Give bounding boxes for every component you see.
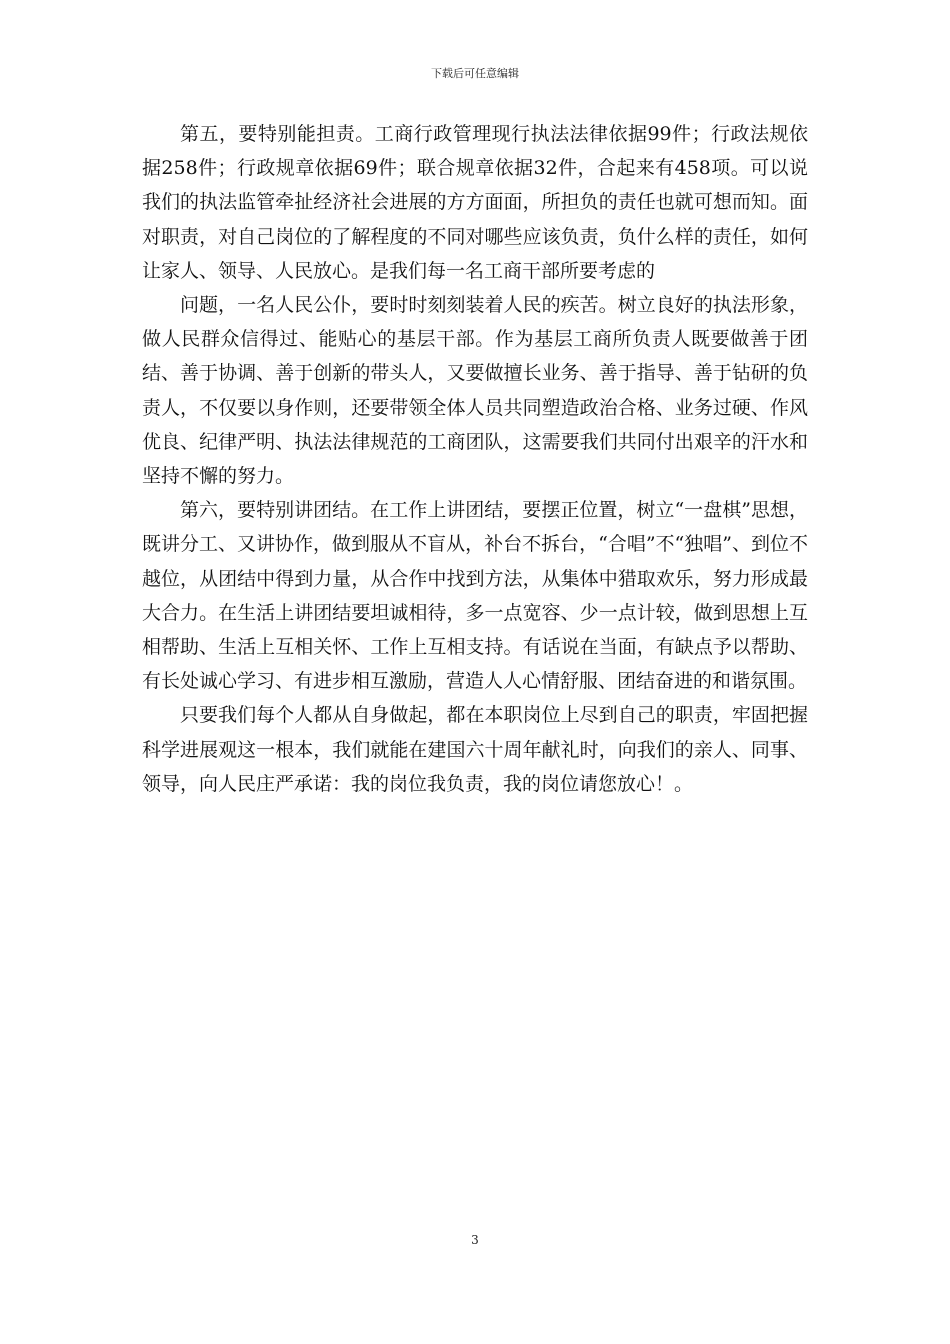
document-body xyxy=(142,117,808,801)
page-number: 3 xyxy=(471,1233,479,1247)
paragraph: 问题，一名人民公仆，要时时刻刻装着人民的疾苦。树立良好的执法形象，做人民群众信得过、能贴心的基层干部。作为基层工商所负责人既要做善于团结、善于协调、善于创新的带头人，又要做擅长业务、善于指导、善于钻研的负责人，不仅要以身作则，还要带领全体人员共同塑造政治合格、业务过硬、作风优良、纪律严明、执法法律规范的工商团队，这需要我们共同付出艰辛的汗水和坚持不懈的努力。 xyxy=(142,294,808,488)
paragraph: 第六，要特别讲团结。在工作上讲团结，要摆正位置，树立“一盘棋”思想，既讲分工、又讲协作，做到服从不盲从，补台不拆台，“合唱”不“独唱”、到位不越位，从团结中得到力量，从合作中找到方法，从集体中猎取欢乐，努力形成最大合力。在生活上讲团结要坦诚相待，多一点宽容、少一点计较，做到思想上互相帮助、生活上互相关怀、工作上互相支持。有话说在当面，有缺点予以帮助、有长处诚心学习、有进步相互激励，营造人人心情舒服、团结奋进的和谐氛围。 xyxy=(142,499,808,693)
paragraph: 第五，要特别能担责。工商行政管理现行执法法律依据99件；行政法规依据258件；行政规章依据69件；联合规章依据32件，合起来有458项。可以说我们的执法监管牵扯经济社会进展的方方面面，所担负的责任也就可想而知。面对职责，对自己岗位的了解程度的不同对哪些应该负责，负什么样的责任，如何让家人、领导、人民放心。是我们每一名工商干部所要考虑的 xyxy=(142,123,808,282)
paragraph: 只要我们每个人都从自身做起，都在本职岗位上尽到自己的职责，牢固把握科学进展观这一根本，我们就能在建国六十周年献礼时，向我们的亲人、同事、领导，向人民庄严承诺：我的岗位我负责，我的岗位请您放心！。 xyxy=(142,704,808,795)
page-header: 下载后可任意编辑 xyxy=(431,67,519,80)
